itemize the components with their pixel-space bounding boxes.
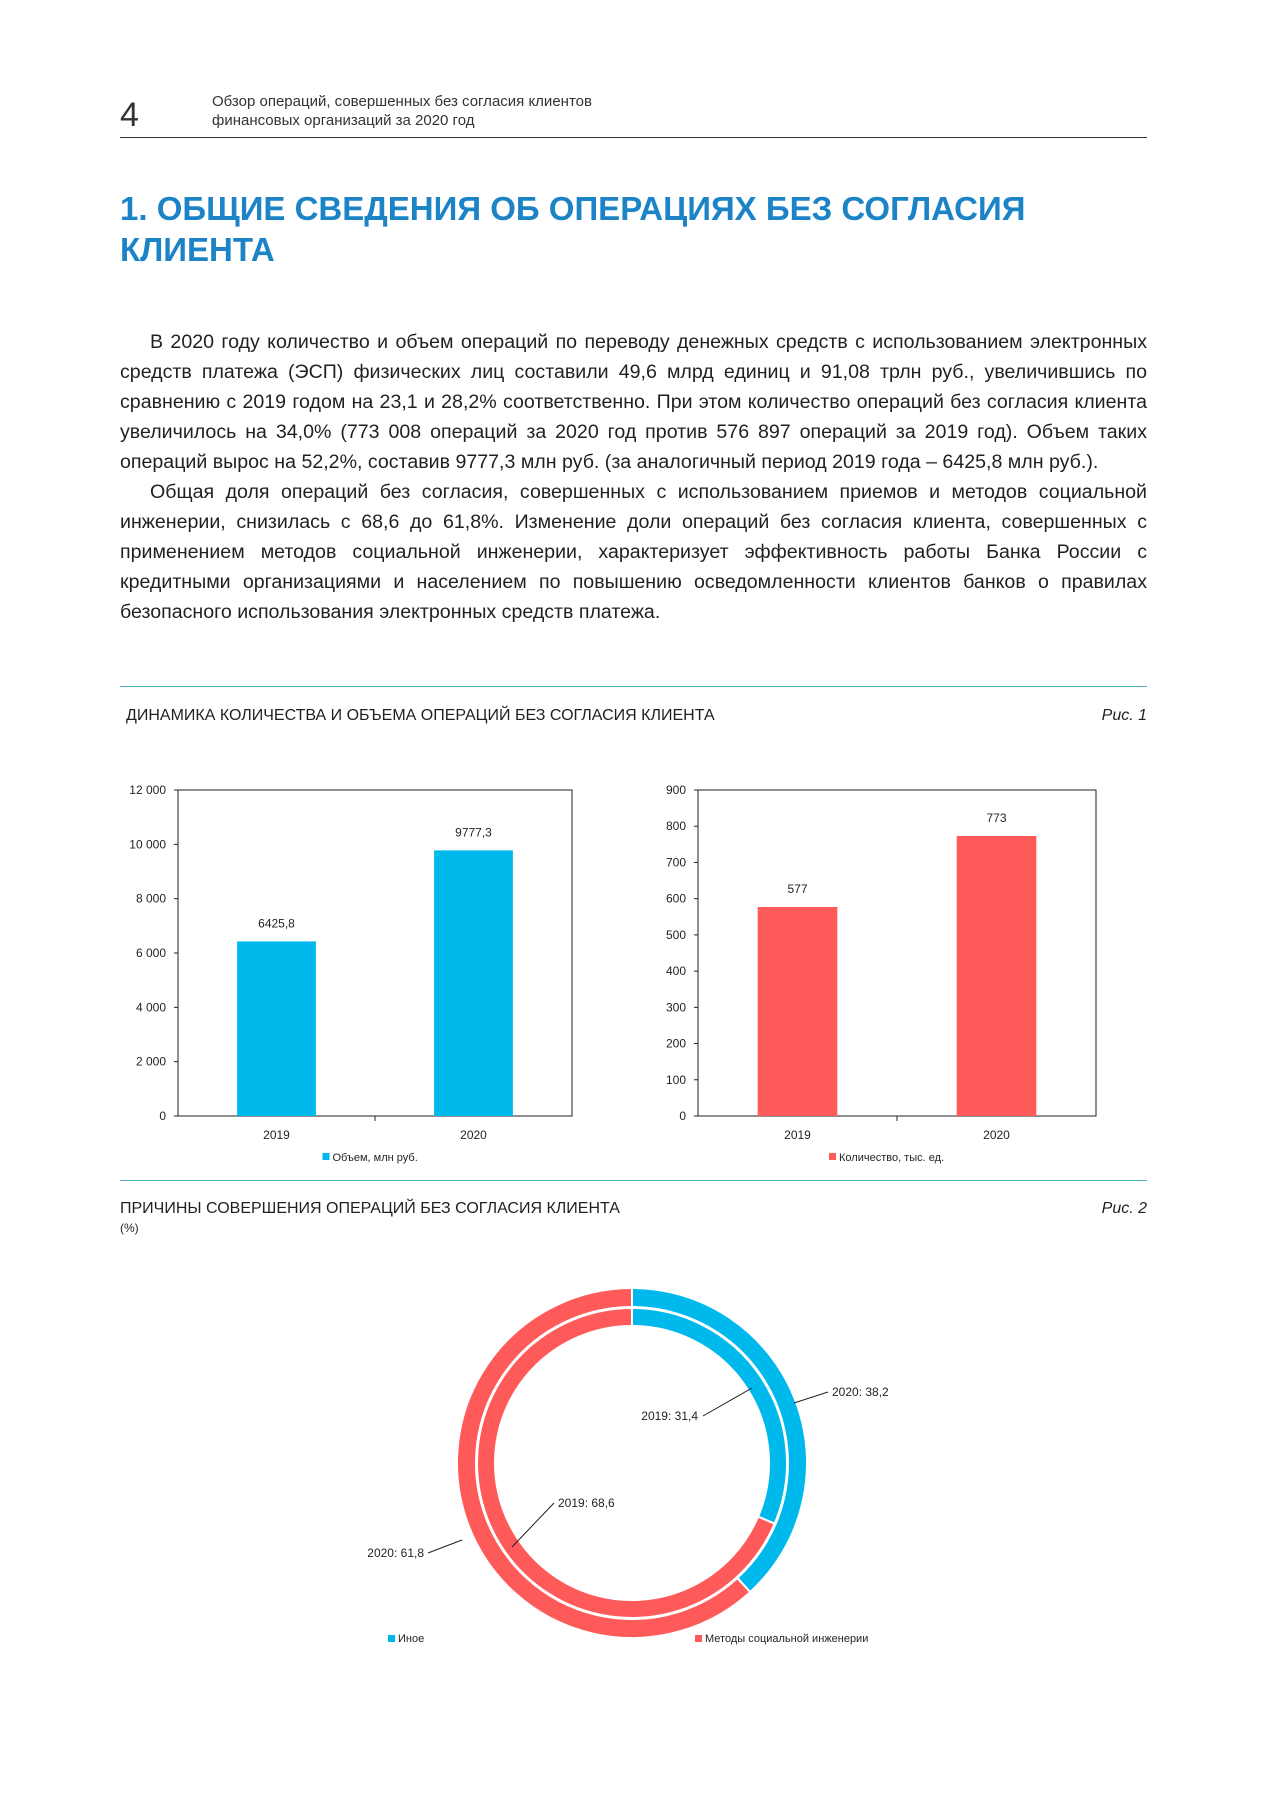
- running-header: [212, 92, 592, 130]
- figure-1-number: Рис. 1: [1101, 707, 1147, 724]
- donut-label-2019-social-leader: [512, 1503, 554, 1547]
- donut-legend-swatch-other: [388, 1635, 395, 1642]
- donut-label-2019-other-leader: [703, 1388, 752, 1416]
- volume-chart-x-tick-label-2019: 2019: [263, 1128, 290, 1142]
- figure-2-title: ПРИЧИНЫ СОВЕРШЕНИЯ ОПЕРАЦИЙ БЕЗ СОГЛАСИЯ КЛИЕНТА: [120, 1200, 620, 1217]
- volume-chart-y-tick-label: 2 000: [135, 1054, 166, 1069]
- volume-chart-bar-2019: [237, 941, 316, 1116]
- volume-chart-y-ticks: [129, 783, 178, 1123]
- header-divider: [120, 137, 1147, 138]
- volume-chart-y-tick-label: 4 000: [135, 1000, 166, 1015]
- volume-chart-y-tick-label: 12 000: [129, 783, 166, 797]
- count-chart-y-tick-label: 100: [665, 1072, 686, 1087]
- volume-chart-legend: [323, 1152, 418, 1164]
- count-chart-x-tick-label-2019: 2019: [784, 1128, 811, 1142]
- donut-rings: [457, 1288, 807, 1638]
- count-chart-y-tick-label: 700: [665, 855, 686, 870]
- figure-2-number: Рис. 2: [1101, 1200, 1147, 1217]
- page-number: 4: [120, 96, 139, 134]
- donut-label-2019-other: 2019: 31,4: [641, 1409, 698, 1423]
- count-chart-bars: [758, 836, 1037, 1116]
- count-chart-y-tick-label: 300: [665, 1000, 686, 1015]
- count-chart-y-tick-label: 200: [665, 1036, 686, 1051]
- volume-chart-bars: [237, 850, 513, 1116]
- donut-label-2020-other-leader: [794, 1392, 828, 1403]
- donut-label-2019-social: 2019: 68,6: [558, 1496, 615, 1510]
- volume-chart-legend-swatch: [323, 1153, 330, 1160]
- count-chart-y-tick-label: 0: [679, 1109, 686, 1123]
- body-text: [120, 327, 1147, 627]
- figure-1-top-rule: [120, 686, 1147, 687]
- count-chart-bar-2020: [957, 836, 1037, 1116]
- count-chart-data-label-2019: 577: [787, 881, 808, 896]
- donut-label-2020-social: 2020: 61,8: [367, 1546, 424, 1560]
- donut-label-2020-social-leader: [428, 1540, 462, 1553]
- paragraph-2: Общая доля операций без согласия, совершенных с использованием приемов и методов социальной инженерии, снизилась с 68,6 до 61,8%. Изменение доли операций без согласия клиента, совершенных с применением методов социальной инженерии, характеризует эффективность работы Банка России с кредитными организациями и населением по повышению осведомленности клиентов банков о правилах безопасного использования электронных средств платежа.: [120, 481, 1147, 623]
- volume-chart-x-tick-label-2020: 2020: [460, 1128, 487, 1142]
- count-bar-chart: [640, 775, 1110, 1175]
- volume-bar-chart: [120, 775, 590, 1175]
- count-chart-legend: [829, 1152, 944, 1164]
- count-chart-y-tick-label: 600: [665, 891, 686, 906]
- volume-chart-data-label-2020: 9777,3: [455, 825, 492, 840]
- count-chart-x-tick-label-2020: 2020: [983, 1128, 1010, 1142]
- count-chart-x-ticks: [784, 1116, 1010, 1142]
- running-header-line-1: Обзор операций, совершенных без согласия клиентов: [212, 93, 592, 110]
- figure-2-top-rule: [120, 1180, 1147, 1181]
- donut-legend-label-social-engineering: Методы социальной инженерии: [705, 1633, 869, 1645]
- count-chart-legend-swatch: [829, 1153, 836, 1160]
- section-title: 1. ОБЩИЕ СВЕДЕНИЯ ОБ ОПЕРАЦИЯХ БЕЗ СОГЛАСИЯ КЛИЕНТА: [120, 190, 1026, 268]
- volume-chart-legend-label: Объем, млн руб.: [332, 1152, 418, 1164]
- donut-label-2020-other: 2020: 38,2: [832, 1385, 889, 1399]
- donut-data-labels: [367, 1385, 889, 1560]
- count-chart-data-label-2020: 773: [986, 811, 1007, 826]
- volume-chart-y-tick-label: 10 000: [129, 837, 166, 852]
- count-chart-y-ticks: [666, 783, 698, 1123]
- count-chart-y-tick-label: 400: [665, 964, 686, 979]
- reasons-donut-chart: [340, 1270, 940, 1670]
- count-chart-y-tick-label: 900: [665, 783, 686, 797]
- volume-chart-data-label-2019: 6425,8: [258, 916, 295, 931]
- running-header-line-2: финансовых организаций за 2020 год: [212, 112, 475, 129]
- volume-chart-y-tick-label: 6 000: [135, 946, 166, 960]
- count-chart-bar-2019: [758, 907, 838, 1116]
- volume-chart-y-tick-label: 0: [159, 1109, 166, 1123]
- donut-legend-label-other: Иное: [398, 1633, 425, 1645]
- count-chart-y-tick-label: 800: [665, 819, 686, 834]
- figure-1-title: ДИНАМИКА КОЛИЧЕСТВА И ОБЪЕМА ОПЕРАЦИЙ БЕЗ СОГЛАСИЯ КЛИЕНТА: [126, 707, 715, 724]
- count-chart-y-tick-label: 500: [665, 927, 686, 942]
- volume-chart-bar-2020: [434, 850, 513, 1116]
- volume-chart-y-tick-label: 8 000: [135, 891, 166, 906]
- donut-legend-swatch-social-engineering: [695, 1635, 702, 1642]
- volume-chart-x-ticks: [263, 1116, 487, 1142]
- count-chart-legend-label: Количество, тыс. ед.: [839, 1152, 945, 1164]
- figure-2-unit: (%): [120, 1221, 139, 1235]
- paragraph-1: В 2020 году количество и объем операций по переводу денежных средств с использованием электронных средств платежа (ЭСП) физических лиц составили 49,6 млрд единиц и 91,08 трлн руб., увеличившись по сравнению с 2019 годом на 23,1 и 28,2% соответственно. При этом количество операций без согласия клиента увеличилось на 34,0% (773 008 операций за 2020 год против 576 897 операций за 2019 год). Объем таких операций вырос на 52,2%, составив 9777,3 млн руб. (за аналогичный период 2019 года – 6425,8 млн руб.).: [120, 331, 1147, 473]
